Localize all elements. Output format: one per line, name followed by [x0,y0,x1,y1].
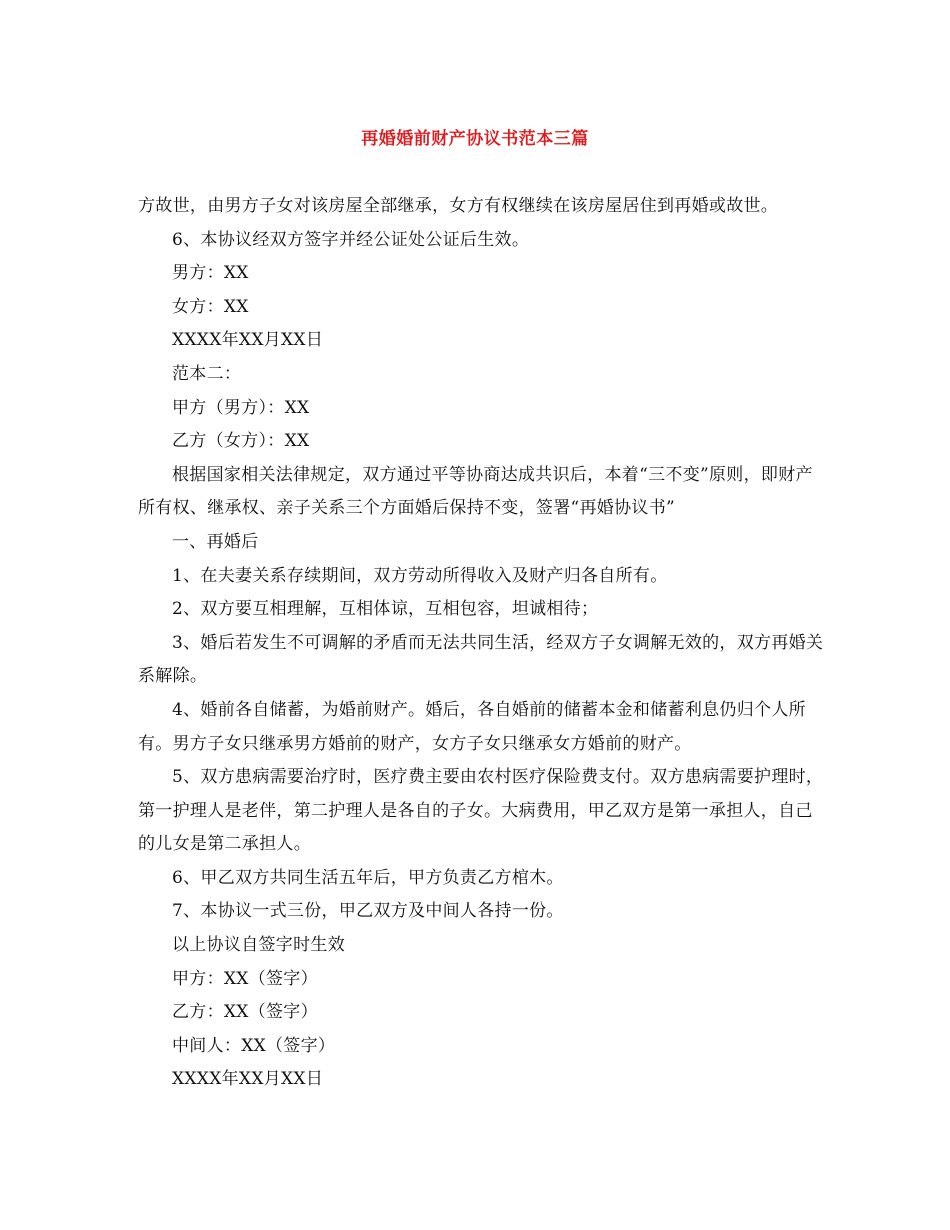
paragraph: 以上协议自签字时生效 [172,935,345,956]
signature-line: 中间人：XX（签字） [172,1035,336,1056]
signature-line: 男方：XX [172,263,249,284]
document-body [138,190,828,1097]
signature-line: 甲方：XX（签字） [172,968,318,989]
signature-line: 女方：XX [172,296,249,317]
party-line: 乙方（女方）：XX [172,431,310,452]
paragraph-continued: 方故世，由男方子女对该房屋全部继承，女方有权继续在该房屋居住到再婚或故世。 [138,196,779,216]
clause: 6、甲乙双方共同生活五年后，甲方负责乙方棺木。 [172,867,564,888]
clause: 1、在夫妻关系存续期间，双方劳动所得收入及财产归各自所有。 [172,565,668,586]
clause: 3、婚后若发生不可调解的矛盾而无法共同生活，经双方子女调解无效的，双方再婚关系解除。 [138,632,824,687]
document-title: 再婚婚前财产协议书范本三篇 [361,129,589,149]
party-line: 甲方（男方）：XX [172,397,310,418]
paragraph: 6、本协议经双方签字并经公证处公证后生效。 [172,229,530,250]
section-heading: 一、再婚后 [172,531,259,552]
date-line: XXXX年XX月XX日 [172,1069,324,1090]
signature-line: 乙方：XX（签字） [172,1002,318,1023]
clause: 2、双方要互相理解，互相体谅，互相包容，坦诚相待； [172,599,599,620]
clause: 4、婚前各自储蓄，为婚前财产。婚后，各自婚前的储蓄本金和储蓄利息仍归个人所有。男方子女只继承男方婚前的财产，女方子女只继承女方婚前的财产。 [138,699,806,754]
clause: 5、双方患病需要治疗时，医疗费主要由农村医疗保险费支付。双方患病需要护理时，第一护理人是老伴，第二护理人是各自的子女。大病费用，甲乙双方是第一承担人，自己的儿女是第二承担人。 [138,767,824,855]
date-line: XXXX年XX月XX日 [172,330,324,351]
clause: 7、本协议一式三份，甲乙双方及中间人各持一份。 [172,901,564,922]
section-heading: 范本二： [172,363,242,384]
paragraph: 根据国家相关法律规定，双方通过平等协商达成共识后，本着“三不变”原则，即财产所有权、继承权、亲子关系三个方面婚后保持不变，签署“再婚协议书” [138,464,813,519]
